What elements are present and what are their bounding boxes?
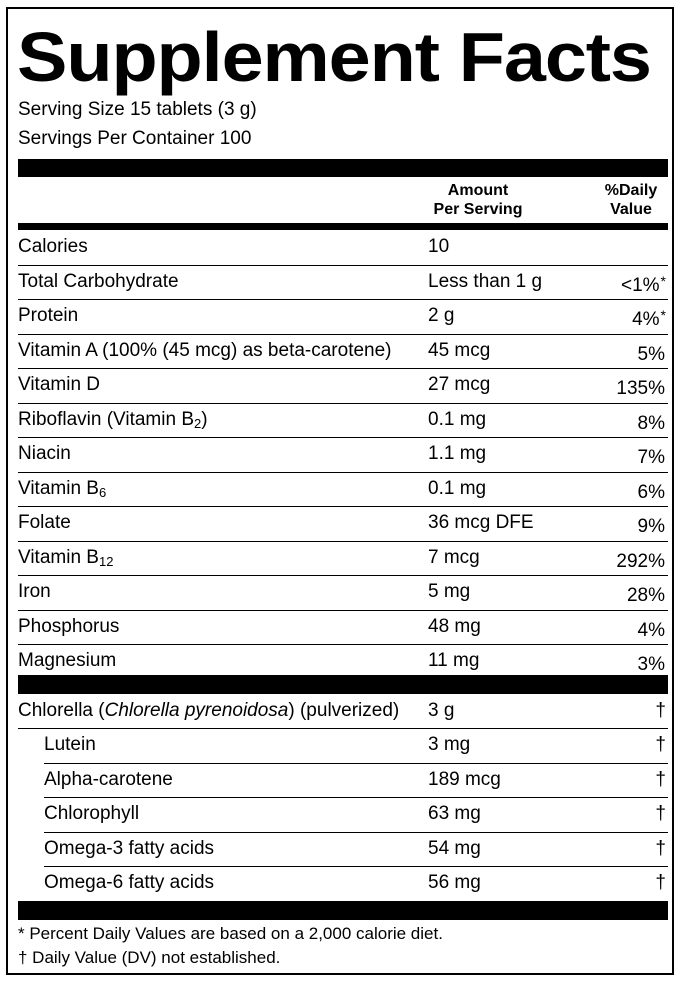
nutrient-name [18, 541, 113, 578]
nutrient-daily-value [665, 230, 666, 267]
nutrient-row [18, 403, 668, 439]
chlorella-name-prefix: Chlorella ( [18, 700, 105, 721]
ingredient-amount: 3 mg [428, 734, 471, 756]
servings-per-container: Servings Per Container 100 [18, 128, 252, 149]
ingredient-row [44, 728, 668, 763]
supplement-facts-panel [6, 7, 674, 975]
nutrient-daily-value [616, 541, 666, 578]
nutrient-daily-value [638, 334, 666, 371]
daily-value-percent: 4% [632, 309, 660, 330]
ingredient-name: Lutein [44, 734, 96, 756]
nutrient-name: Folate [18, 512, 71, 533]
nutrient-name [18, 403, 208, 440]
dv-header-line2: Value [610, 201, 652, 218]
nutrient-name: Calories [18, 236, 88, 257]
nutrient-amount: 7 mcg [428, 546, 480, 568]
nutrient-amount: 27 mcg [428, 374, 491, 395]
daily-value-footnote-mark: * [660, 272, 666, 289]
amount-header-line1: Amount [447, 182, 509, 199]
daily-value-percent: 28% [626, 585, 665, 606]
dagger-mark: † [655, 837, 666, 859]
footnote-percent-dv: * Percent Daily Values are based on a 2,000 calorie diet. [18, 924, 443, 943]
nutrient-row [18, 368, 668, 404]
nutrient-name: Iron [18, 581, 51, 602]
ingredient-daily-value [655, 797, 666, 830]
dagger-mark: † [655, 734, 666, 756]
serving-size: Serving Size 15 tablets (3 g) [18, 99, 257, 120]
daily-value-percent: 6% [637, 481, 665, 503]
dagger-mark: † [655, 768, 666, 790]
daily-value-percent: 4% [637, 619, 665, 641]
nutrient-name-subscript: 2 [194, 415, 202, 431]
nutrient-daily-value [632, 299, 666, 336]
nutrient-amount: 5 mg [428, 581, 471, 602]
nutrient-amount: Less than 1 g [428, 270, 543, 292]
nutrient-daily-value [627, 575, 666, 612]
nutrient-amount: 0.1 mg [428, 408, 487, 430]
medium-divider [18, 223, 668, 230]
ingredient-daily-value [655, 832, 666, 865]
nutrient-name: Total Carbohydrate [18, 270, 179, 292]
dagger-mark: † [655, 872, 666, 893]
ingredient-row [44, 763, 668, 798]
chlorella-scientific-name: Chlorella pyrenoidosa [104, 700, 289, 721]
nutrient-row [18, 334, 668, 370]
daily-value-percent: 5% [637, 343, 665, 365]
dagger-mark: † [655, 700, 666, 721]
ingredient-amount: 56 mg [428, 872, 481, 893]
ingredient-name: Omega-3 fatty acids [44, 837, 215, 859]
ingredient-row [44, 866, 668, 900]
nutrient-name-subscript: 6 [98, 484, 107, 500]
daily-value-percent: 8% [637, 412, 665, 434]
nutrient-amount: 10 [428, 236, 450, 257]
nutrient-name: Niacin [18, 443, 71, 464]
nutrient-amount: 0.1 mg [428, 477, 487, 499]
nutrient-amount: 45 mcg [428, 339, 491, 361]
daily-value-percent: 7% [637, 447, 665, 468]
nutrient-row [18, 644, 668, 679]
nutrient-name [18, 472, 106, 509]
daily-value-footnote-mark: * [660, 307, 666, 323]
daily-value-percent: 9% [637, 516, 665, 537]
daily-value-header [596, 181, 666, 219]
chlorella-name-suffix: ) (pulverized) [288, 700, 400, 721]
nutrient-row [18, 230, 668, 266]
chlorella-daily-value [655, 694, 666, 727]
nutrient-row [18, 541, 668, 577]
ingredient-amount: 189 mcg [428, 768, 501, 790]
nutrient-amount: 36 mcg DFE [428, 512, 534, 533]
amount-header-line2: Per Serving [433, 201, 523, 218]
nutrient-row [18, 472, 668, 508]
ingredient-amount: 54 mg [428, 837, 481, 859]
thick-divider-middle [18, 675, 668, 694]
nutrient-amount: 48 mg [428, 615, 481, 637]
amount-per-serving-header [418, 181, 538, 219]
chlorella-amount: 3 g [428, 700, 455, 721]
nutrient-name-text: Riboflavin (Vitamin B [18, 408, 195, 430]
ingredient-row [44, 797, 668, 832]
ingredient-daily-value [655, 866, 666, 899]
nutrient-name-text: Vitamin B [18, 477, 99, 499]
nutrient-row [18, 575, 668, 611]
nutrient-daily-value [638, 437, 666, 474]
nutrient-row [18, 437, 668, 473]
nutrient-daily-value [616, 368, 666, 405]
daily-value-percent: <1% [620, 274, 660, 296]
ingredient-daily-value [655, 728, 666, 761]
nutrient-row [18, 265, 668, 301]
nutrient-name: Vitamin A (100% (45 mcg) as beta-carotene) [18, 339, 392, 361]
nutrient-name-text: Vitamin B [18, 546, 99, 568]
footnote-dagger: † Daily Value (DV) not established. [18, 948, 281, 967]
thick-divider-bottom [18, 901, 668, 920]
nutrient-amount: 11 mg [428, 650, 480, 671]
nutrient-daily-value [638, 472, 666, 509]
thick-divider-top [18, 159, 668, 177]
dagger-mark: † [655, 803, 666, 825]
nutrient-amount: 2 g [428, 305, 455, 326]
daily-value-percent: 292% [616, 550, 665, 572]
chlorella-name [18, 694, 399, 727]
nutrient-daily-value [638, 506, 666, 543]
ingredient-amount: 63 mg [428, 803, 481, 825]
nutrient-name-suffix: ) [201, 408, 208, 430]
nutrient-daily-value [621, 265, 666, 302]
ingredient-name: Chlorophyll [44, 803, 140, 825]
nutrient-daily-value [638, 610, 666, 647]
nutrient-name: Phosphorus [18, 615, 120, 637]
nutrient-row [18, 299, 668, 335]
dv-header-line1: %Daily [604, 182, 658, 199]
ingredient-daily-value [655, 763, 666, 796]
ingredient-row [44, 832, 668, 867]
nutrient-name: Protein [18, 305, 79, 326]
ingredient-row-chlorella [18, 694, 668, 729]
nutrient-daily-value [638, 403, 666, 440]
panel-title: Supplement Facts [17, 18, 651, 96]
nutrient-name: Magnesium [18, 650, 117, 671]
daily-value-percent: 3% [637, 654, 665, 675]
nutrient-row [18, 506, 668, 542]
nutrient-row [18, 610, 668, 646]
nutrient-name-subscript: 12 [98, 553, 114, 569]
ingredient-name: Alpha-carotene [44, 768, 173, 790]
nutrient-amount: 1.1 mg [428, 443, 487, 464]
ingredient-name: Omega-6 fatty acids [44, 872, 215, 893]
daily-value-percent: 135% [616, 378, 665, 399]
nutrient-name: Vitamin D [18, 374, 101, 395]
